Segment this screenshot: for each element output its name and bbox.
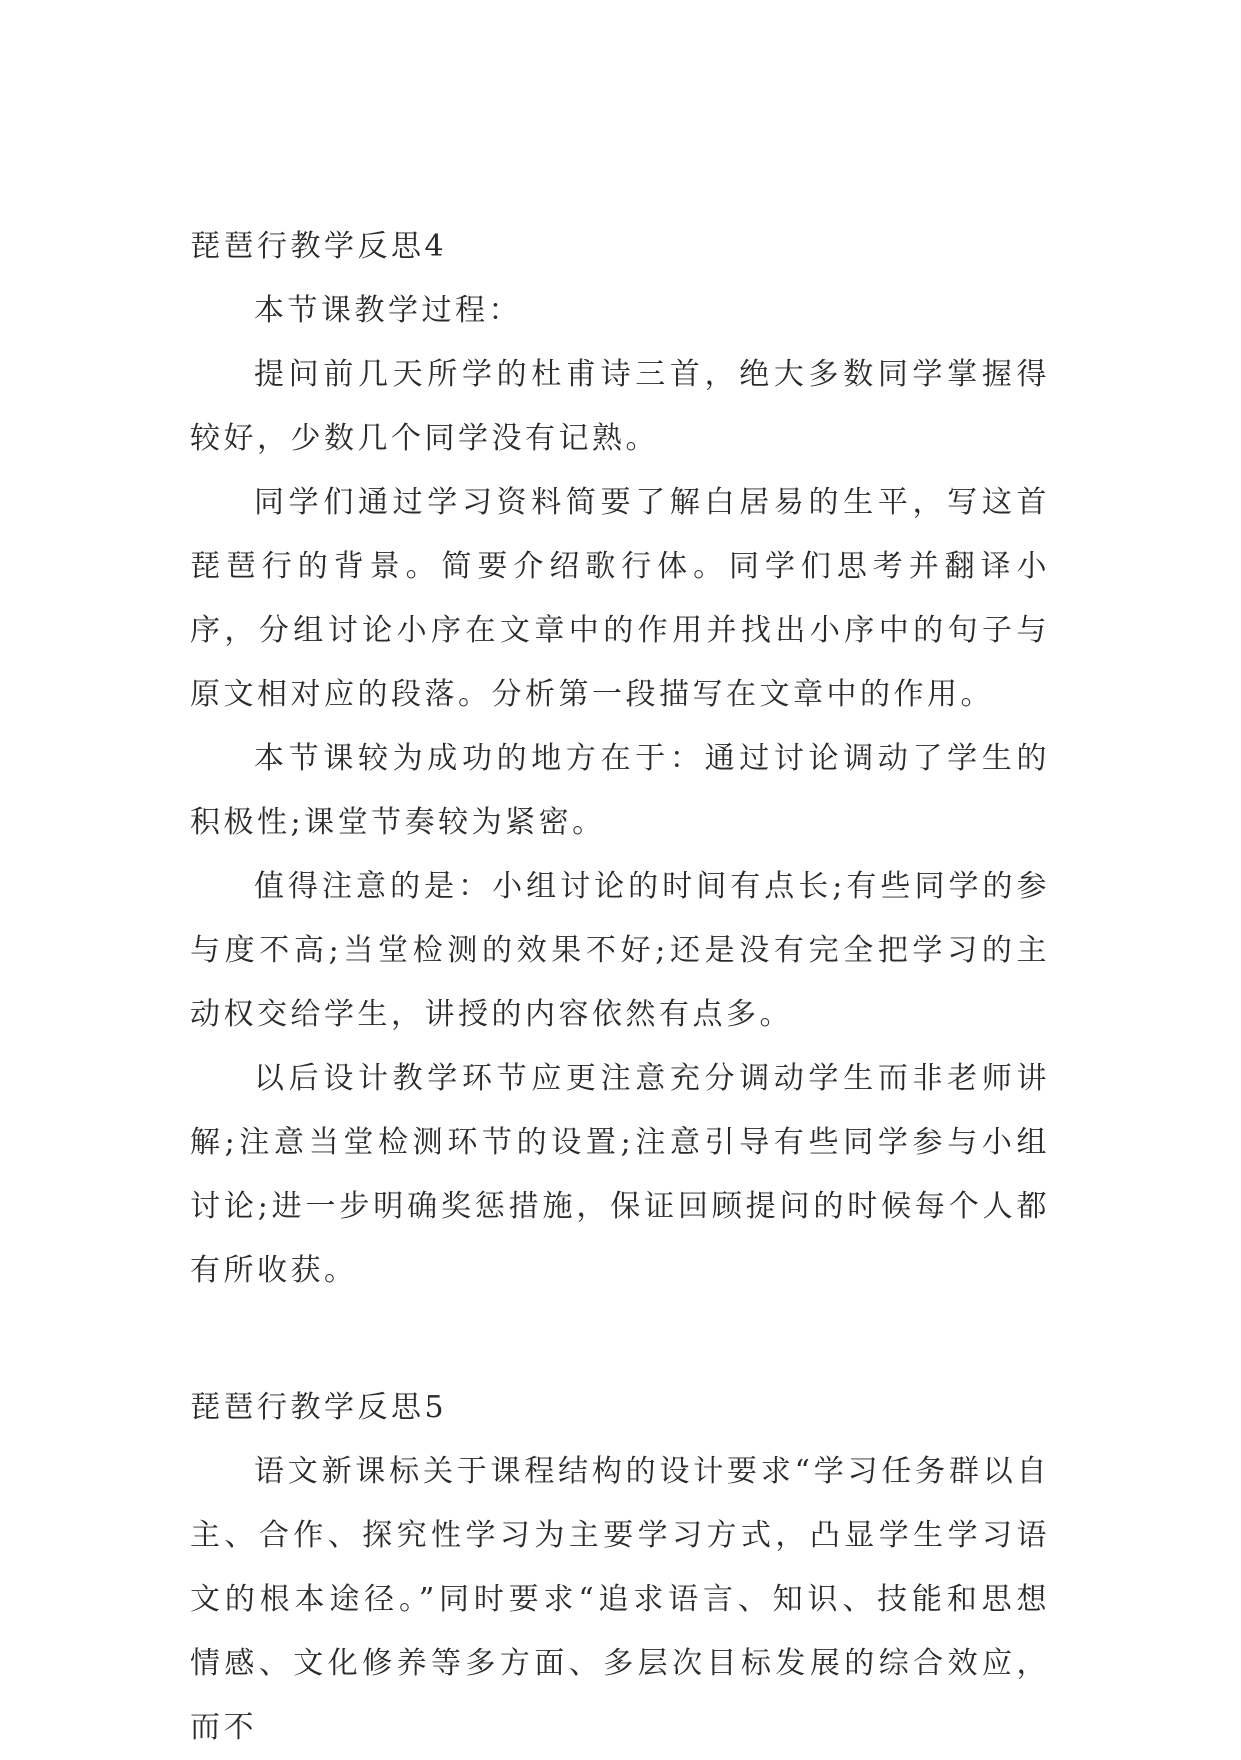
- document-body: [190, 215, 1050, 1760]
- paragraph: 提问前几天所学的杜甫诗三首，绝大多数同学掌握得较好，少数几个同学没有记熟。: [190, 357, 1050, 456]
- paragraph: 语文新课标关于课程结构的设计要求“学习任务群以自主、合作、探究性学习为主要学习方式，凸显学生学习语文的根本途径。”同时要求“追求语言、知识、技能和思想情感、文化修养等多方面、多层次目标发展的综合效应，而不: [190, 1454, 1050, 1745]
- paragraph: 本节课较为成功的地方在于：通过讨论调动了学生的积极性;课堂节奏较为紧密。: [190, 741, 1050, 840]
- section-divider-space: [190, 1303, 1050, 1376]
- section-heading: 琵琶行教学反思5: [190, 1390, 448, 1425]
- section-reflection-4: [190, 215, 1050, 1303]
- section-heading: 琵琶行教学反思4: [190, 229, 448, 264]
- paragraph: 同学们通过学习资料简要了解白居易的生平，写这首琵琶行的背景。简要介绍歌行体。同学们思考并翻译小序，分组讨论小序在文章中的作用并找出小序中的句子与原文相对应的段落。分析第一段描写在文章中的作用。: [190, 485, 1050, 712]
- section-reflection-5: [190, 1376, 1050, 1760]
- paragraph: 本节课教学过程：: [254, 293, 522, 328]
- paragraph: 以后设计教学环节应更注意充分调动学生而非老师讲解;注意当堂检测环节的设置;注意引导有些同学参与小组讨论;进一步明确奖惩措施，保证回顾提问的时候每个人都有所收获。: [190, 1061, 1050, 1288]
- paragraph: 值得注意的是：小组讨论的时间有点长;有些同学的参与度不高;当堂检测的效果不好;还是没有完全把学习的主动权交给学生，讲授的内容依然有点多。: [190, 869, 1050, 1032]
